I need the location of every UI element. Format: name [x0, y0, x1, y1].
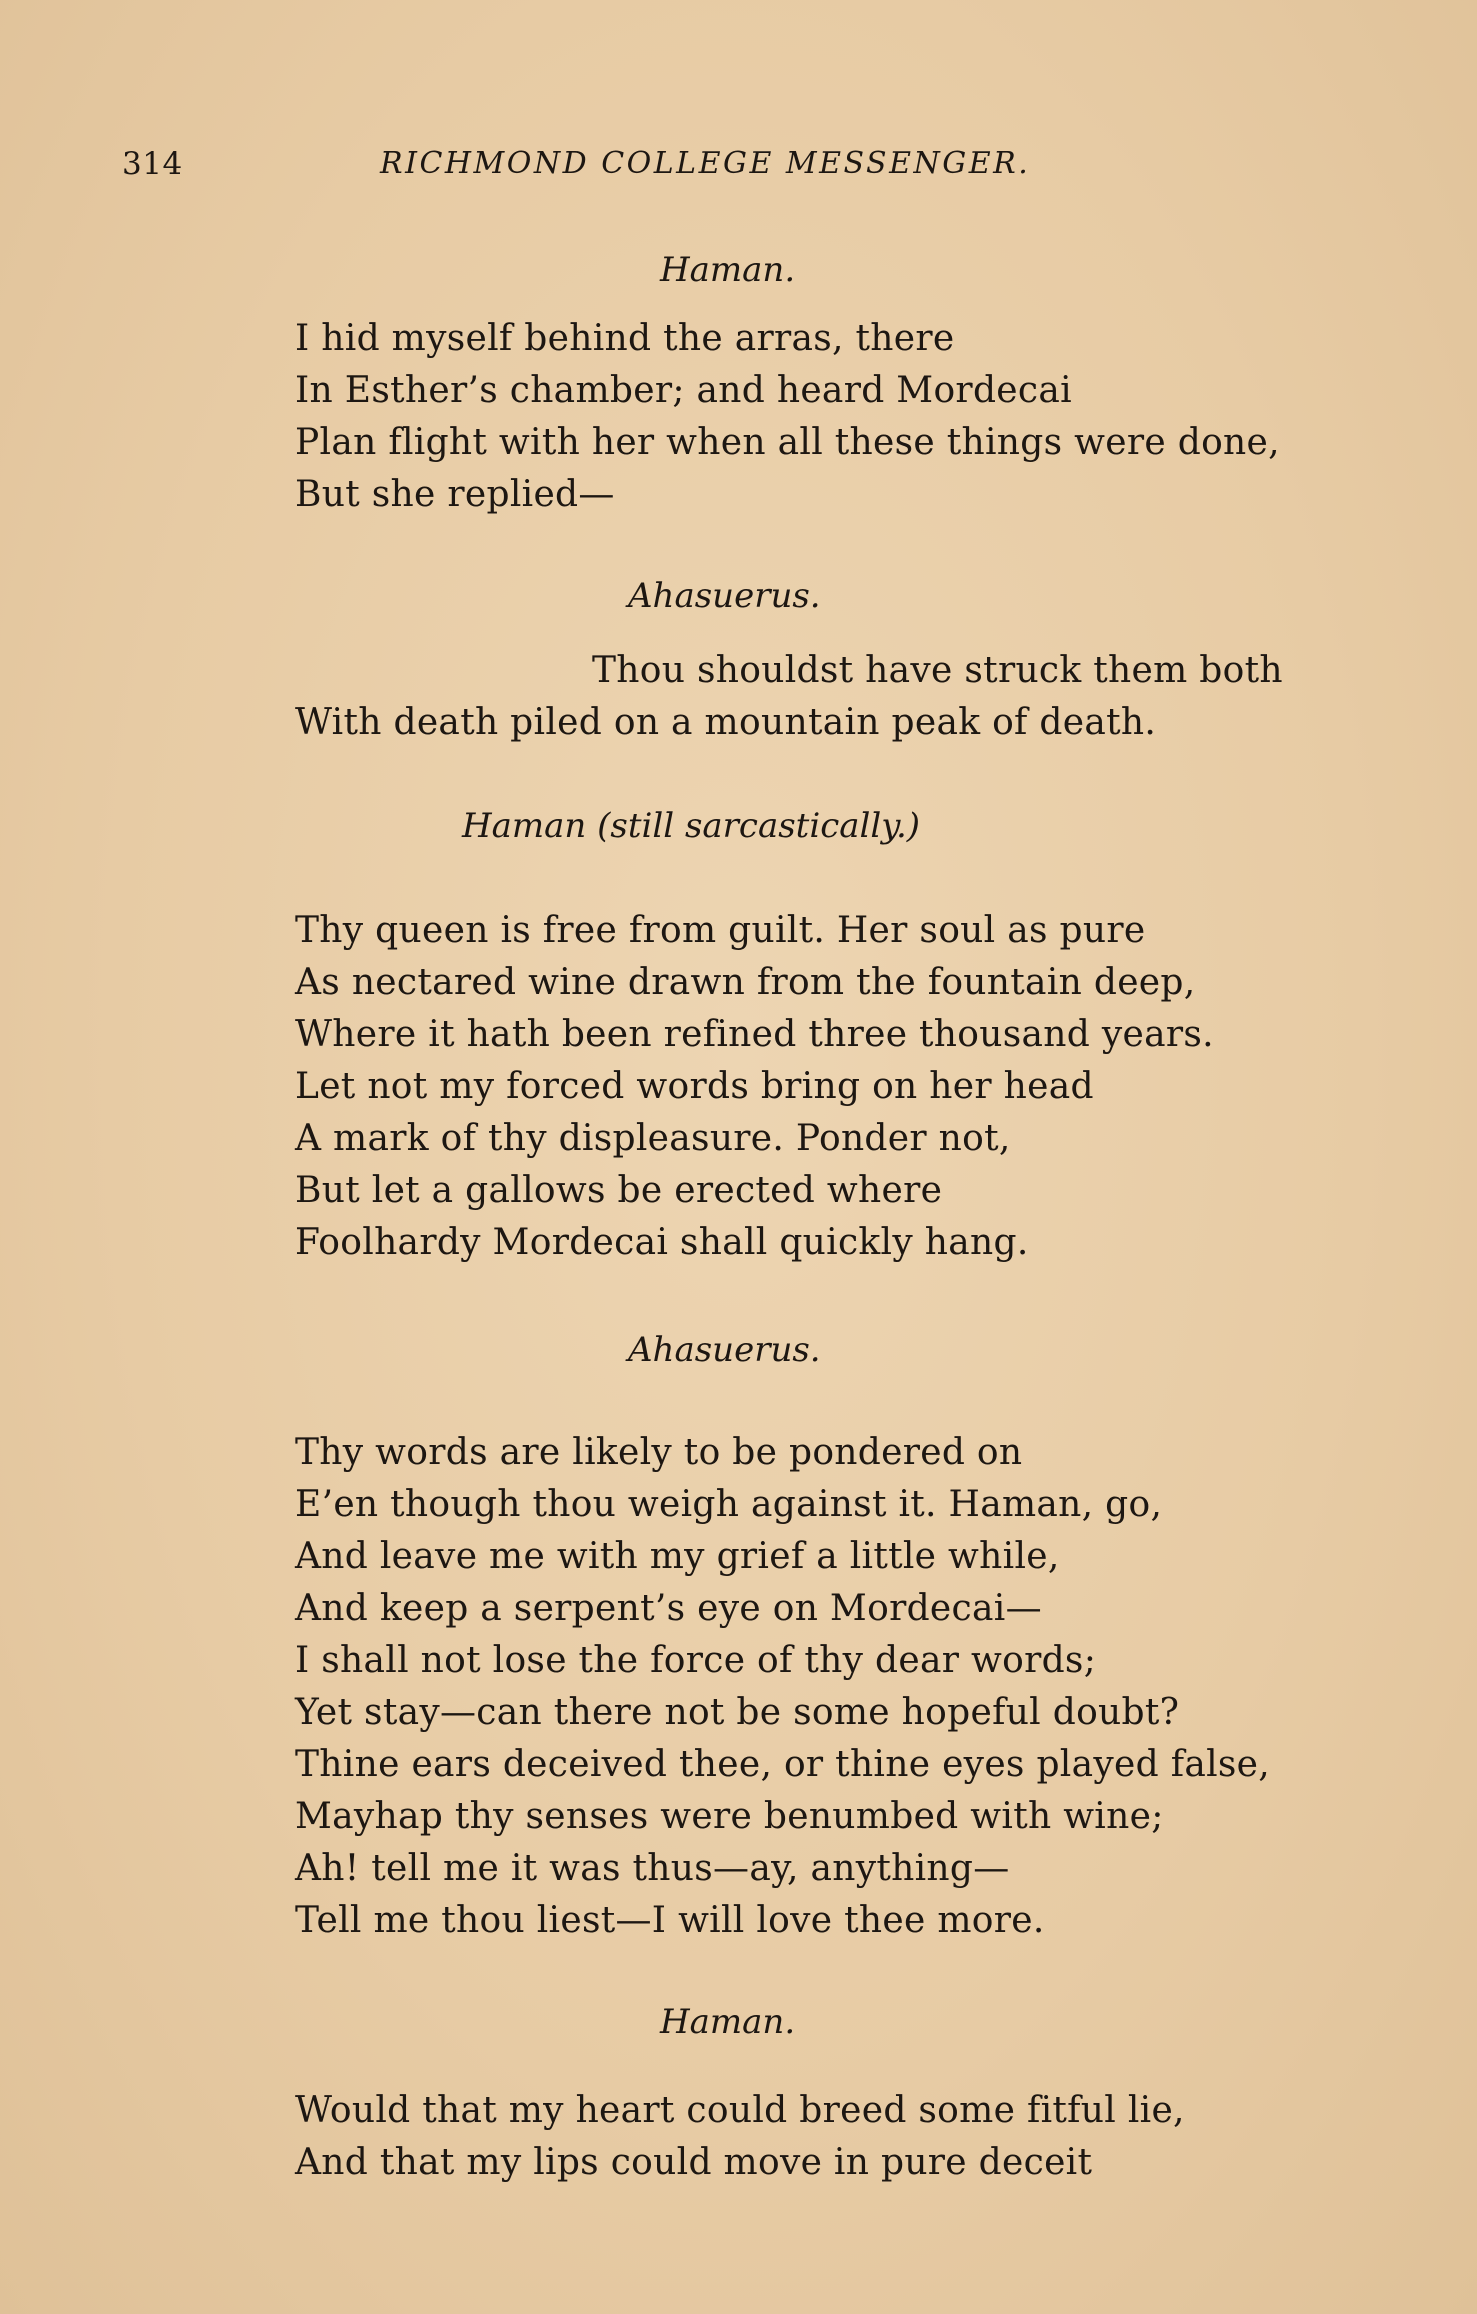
verse-line: Where it hath been refined three thousand years. [295, 1014, 1214, 1055]
speaker-haman-direction: Haman (still sarcastically.) [462, 806, 921, 846]
speaker-haman: Haman. [660, 2002, 796, 2042]
verse-line: Would that my heart could breed some fitful lie, [295, 2090, 1185, 2131]
verse-line: Plan flight with her when all these things were done, [295, 422, 1280, 463]
verse-line: Tell me thou liest—I will love thee more. [295, 1900, 1045, 1941]
verse-line: And keep a serpent’s eye on Mordecai— [295, 1588, 1042, 1629]
verse-line: Mayhap thy senses were benumbed with wine; [295, 1796, 1164, 1837]
verse-line: A mark of thy displeasure. Ponder not, [295, 1118, 1011, 1159]
speaker-haman: Haman. [660, 250, 796, 290]
verse-line: Thou shouldst have struck them both [592, 650, 1283, 691]
speaker-ahasuerus: Ahasuerus. [628, 1330, 821, 1370]
verse-line: Thy queen is free from guilt. Her soul as pure [295, 910, 1146, 951]
verse-line: And leave me with my grief a little while, [295, 1536, 1060, 1577]
verse-line: With death piled on a mountain peak of death. [295, 702, 1157, 743]
speaker-ahasuerus: Ahasuerus. [628, 576, 821, 616]
verse-line: Ah! tell me it was thus—ay, anything— [295, 1848, 1010, 1889]
running-title: RICHMOND COLLEGE MESSENGER. [380, 146, 1031, 181]
verse-line: But she replied— [295, 474, 615, 515]
verse-line: I shall not lose the force of thy dear words; [295, 1640, 1097, 1681]
verse-line: But let a gallows be erected where [295, 1170, 943, 1211]
verse-line: Let not my forced words bring on her head [295, 1066, 1094, 1107]
verse-line: E’en though thou weigh against it. Haman, go, [295, 1484, 1163, 1525]
verse-line: And that my lips could move in pure deceit [295, 2142, 1093, 2183]
verse-line: Yet stay—can there not be some hopeful doubt? [295, 1692, 1180, 1733]
verse-line: Foolhardy Mordecai shall quickly hang. [295, 1222, 1029, 1263]
page-number: 314 [122, 146, 183, 182]
verse-line: Thine ears deceived thee, or thine eyes played false, [295, 1744, 1271, 1785]
verse-line: In Esther’s chamber; and heard Mordecai [295, 370, 1072, 411]
verse-line: I hid myself behind the arras, there [295, 318, 955, 359]
verse-line: Thy words are likely to be pondered on [295, 1432, 1023, 1473]
verse-line: As nectared wine drawn from the fountain deep, [295, 962, 1196, 1003]
